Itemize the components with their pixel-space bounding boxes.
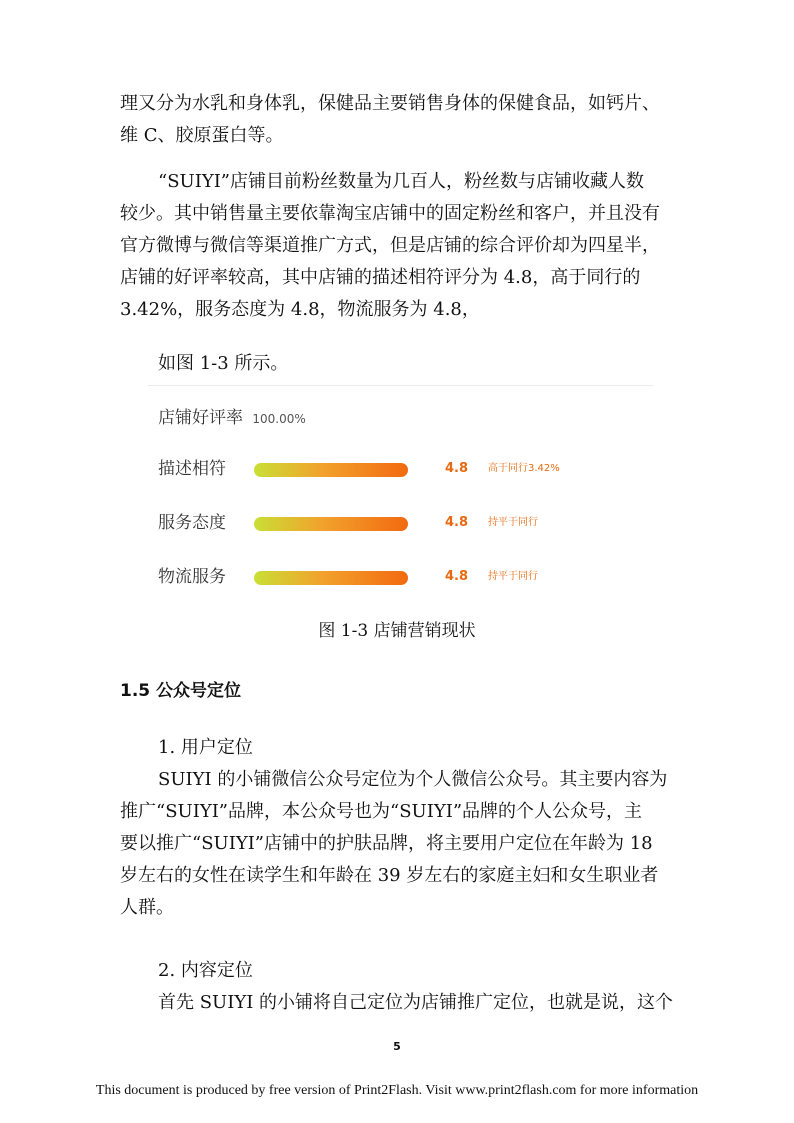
positive-rate-row [158,403,306,428]
text-line: 如图 1-3 所示。 [158,353,289,374]
metric-label: 描述相符 [158,459,226,479]
metric-score: 4.8 [445,461,469,476]
subsection-title: 1. 用户定位 [158,737,253,758]
text-line: SUIYI 的小铺微信公众号定位为个人微信公众号。其主要内容为 [158,769,668,790]
metric-row-service [158,510,648,536]
text-line: 官方微博与微信等渠道推广方式，但是店铺的综合评价却为四星半， [120,235,660,256]
metric-bar [254,463,408,477]
metric-compare: 持平于同行 [488,517,538,528]
text-line: 推广“SUIYI”品牌，本公众号也为“SUIYI”品牌的个人公众号，主 [120,801,643,822]
metric-label: 服务态度 [158,513,226,533]
text-line: 理又分为水乳和身体乳，保健品主要销售身体的保健食品，如钙片、 [120,93,660,114]
metric-label: 物流服务 [158,567,226,587]
text-line: 人群。 [120,897,174,918]
text-line: 首先 SUIYI 的小铺将自己定位为店铺推广定位，也就是说，这个 [158,992,674,1013]
metric-bar [254,517,408,531]
paragraph-2 [120,166,680,326]
text-line: “SUIYI”店铺目前粉丝数量为几百人，粉丝数与店铺收藏人数 [158,171,645,192]
subsection-user-positioning [120,732,680,924]
subsection-content-positioning [120,955,680,1019]
figure-caption: 图 1-3 店铺营销现状 [318,621,476,641]
paragraph-3 [120,348,680,380]
metric-compare: 高于同行3.42% [488,463,560,474]
paragraph-1 [120,88,680,152]
text-line: 维 C、胶原蛋白等。 [120,125,284,146]
text-line: 3.42%，服务态度为 4.8，物流服务为 4.8， [120,299,480,320]
page-number: 5 [393,1040,401,1053]
text-line: 要以推广“SUIYI”店铺中的护肤品牌，将主要用户定位在年龄为 18 [120,833,653,854]
text-line: 店铺的好评率较高，其中店铺的描述相符评分为 4.8，高于同行的 [120,267,641,288]
subsection-title: 2. 内容定位 [158,960,253,981]
positive-rate-label: 店铺好评率 [158,408,243,428]
metric-row-description [158,456,648,482]
metric-row-logistics [158,564,648,590]
metric-score: 4.8 [445,515,469,530]
text-line: 较少。其中销售量主要依靠淘宝店铺中的固定粉丝和客户，并且没有 [120,203,660,224]
metric-score: 4.8 [445,569,469,584]
section-heading: 1.5 公众号定位 [120,681,242,701]
store-rating-figure [148,385,653,608]
watermark-footer: This document is produced by free version of Print2Flash. Visit www.print2flash.com for more information [95,1083,699,1098]
metric-compare: 持平于同行 [488,571,538,582]
text-line: 岁左右的女性在读学生和年龄在 39 岁左右的家庭主妇和女生职业者 [120,865,659,886]
positive-rate-value: 100.00% [252,412,306,426]
metric-bar [254,571,408,585]
